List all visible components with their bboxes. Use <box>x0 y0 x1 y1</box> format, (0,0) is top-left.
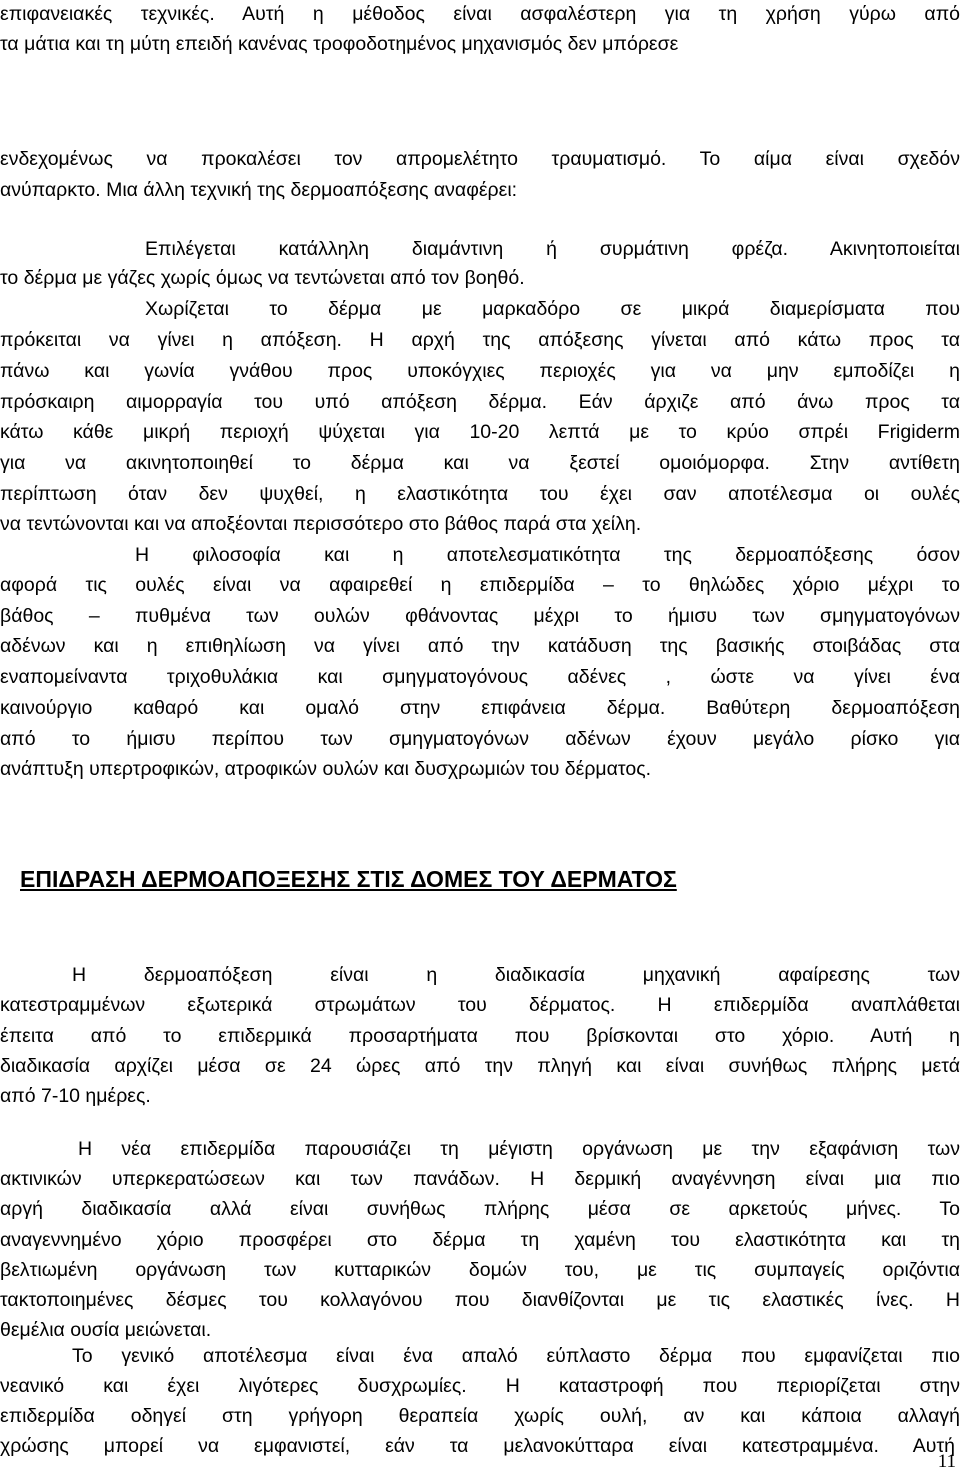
paragraph-line: Επιλέγεται κατάλληλη διαμάντινη ή συρμάτινη φρέζα. Ακινητοποιείται <box>145 238 960 260</box>
paragraph-line: αδένων και η επιθηλίωση να γίνει από την κατάδυση της βασικής στοιβάδας στα <box>0 635 960 657</box>
paragraph-line: τα μάτια και τη μύτη επειδή κανένας τροφοδοτημένος μηχανισμός δεν μπόρεσε <box>0 33 679 55</box>
section-heading: ΕΠΙΔΡΑΣΗ ΔΕΡΜΟΑΠΟΞΕΣΗΣ ΣΤΙΣ ΔΟΜΕΣ ΤΟΥ ΔΕΡΜΑΤΟΣ <box>20 866 677 892</box>
paragraph-line: πάνω και γωνία γνάθου προς υποκόγχιες περιοχές για να μην εμποδίζει η <box>0 360 960 382</box>
paragraph-line: ανάπτυξη υπερτροφικών, ατροφικών ουλών και δυσχρωμιών του δέρματος. <box>0 758 652 780</box>
paragraph-line: πρόκειται να γίνει η απόξεση. Η αρχή της απόξεσης γίνεται από κάτω προς τα <box>0 329 960 351</box>
paragraph-line: να τεντώνονται και να αποξέονται περισσότερο στο βάθος παρά στα χείλη. <box>0 513 642 535</box>
paragraph-line: για να ακινητοποιηθεί το δέρμα και να ξεστεί ομοιόμορφα. Στην αντίθετη <box>0 452 960 474</box>
paragraph-line: από 7-10 ημέρες. <box>0 1085 151 1107</box>
paragraph-line: πρόσκαιρη αιμορραγία του υπό απόξεση δέρμα. Εάν άρχιζε από άνω προς τα <box>0 391 960 413</box>
paragraph-line: κάτω κάθε μικρή περιοχή ψύχεται για 10-20 λεπτά με το κρύο σπρέι Frigiderm <box>0 421 960 443</box>
paragraph-line: ανύπαρκτο. Μια άλλη τεχνική της δερμοαπόξεσης αναφέρει: <box>0 179 518 201</box>
paragraph-line: Η φιλοσοφία και η αποτελεσματικότητα της δερμοαπόξεσης όσον <box>135 544 960 566</box>
paragraph-line: καινούργιο καθαρό και ομαλό στην επιφάνεια δέρμα. Βαθύτερη δερμοαπόξεση <box>0 697 960 719</box>
paragraph-line: Η νέα επιδερμίδα παρουσιάζει τη μέγιστη οργάνωση με την εξαφάνιση των <box>78 1138 960 1160</box>
paragraph-line: περίπτωση όταν δεν ψυχθεί, η ελαστικότητα του έχει σαν αποτέλεσμα οι ουλές <box>0 483 960 505</box>
paragraph-line: αφορά τις ουλές είναι να αφαιρεθεί η επιδερμίδα – το θηλώδες χόριο μέχρι το <box>0 574 960 596</box>
page-number: 11 <box>937 1451 956 1472</box>
paragraph-line: επιδερμίδα οδηγεί στη γρήγορη θεραπεία χωρίς ουλή, αν και κάποια αλλαγή <box>0 1405 960 1427</box>
paragraph-line: αναγεννημένο χόριο προσφέρει στο δέρμα τη χαμένη του ελαστικότητα και τη <box>0 1229 960 1251</box>
paragraph-line: διαδικασία αρχίζει μέσα σε 24 ώρες από την πληγή και είναι συνήθως πλήρης μετά <box>0 1055 960 1077</box>
paragraph-line: ενδεχομένως να προκαλέσει τον απρομελέτητο τραυματισμό. Το αίμα είναι σχεδόν <box>0 148 960 170</box>
paragraph-line: νεανικό και έχει λιγότερες δυσχρωμίες. Η καταστροφή που περιορίζεται στην <box>0 1375 960 1397</box>
paragraph-line: Η δερμοαπόξεση είναι η διαδικασία μηχανική αφαίρεσης των <box>72 964 960 986</box>
paragraph-line: χρώσης μπορεί να εμφανιστεί, εάν τα μελανοκύτταρα είναι κατεστραμμένα. Αυτή <box>0 1435 955 1457</box>
paragraph-line: θεμέλια ουσία μειώνεται. <box>0 1319 212 1341</box>
paragraph-line: έπειτα από το επιδερμικά προσαρτήματα που βρίσκονται στο χόριο. Αυτή η <box>0 1025 960 1047</box>
paragraph-line: εναπομείναντα τριχοθυλάκια και σμηγματογόνους αδένες , ώστε να γίνει ένα <box>0 666 960 688</box>
paragraph-line: κατεστραμμένων εξωτερικά στρωμάτων του δέρματος. Η επιδερμίδα αναπλάθεται <box>0 994 960 1016</box>
paragraph-line: ακτινικών υπερκερατώσεων και των πανάδων. Η δερμική αναγέννηση είναι μια πιο <box>0 1168 960 1190</box>
paragraph-line: τακτοποιημένες δέσμες του κολλαγόνου που διανθίζονται με τις ελαστικές ίνες. Η <box>0 1289 960 1311</box>
paragraph-line: Χωρίζεται το δέρμα με μαρκαδόρο σε μικρά διαμερίσματα που <box>145 298 960 320</box>
paragraph-line: επιφανειακές τεχνικές. Αυτή η μέθοδος είναι ασφαλέστερη για τη χρήση γύρω από <box>0 3 960 25</box>
paragraph-line: από το ήμισυ περίπου των σμηγματογόνων αδένων έχουν μεγάλο ρίσκο για <box>0 728 960 750</box>
paragraph-line: βελτιωμένη οργάνωση των κυτταρικών δομών του, με τις συμπαγείς οριζόντια <box>0 1259 960 1281</box>
paragraph-line: βάθος – πυθμένα των ουλών φθάνοντας μέχρι το ήμισυ των σμηγματογόνων <box>0 605 960 627</box>
paragraph-line: το δέρμα με γάζες χωρίς όμως να τεντώνεται από τον βοηθό. <box>0 267 525 289</box>
paragraph-line: αργή διαδικασία αλλά είναι συνήθως πλήρης μέσα σε αρκετούς μήνες. Το <box>0 1198 960 1220</box>
paragraph-line: Το γενικό αποτέλεσμα είναι ένα απαλό εύπλαστο δέρμα που εμφανίζεται πιο <box>72 1345 960 1367</box>
